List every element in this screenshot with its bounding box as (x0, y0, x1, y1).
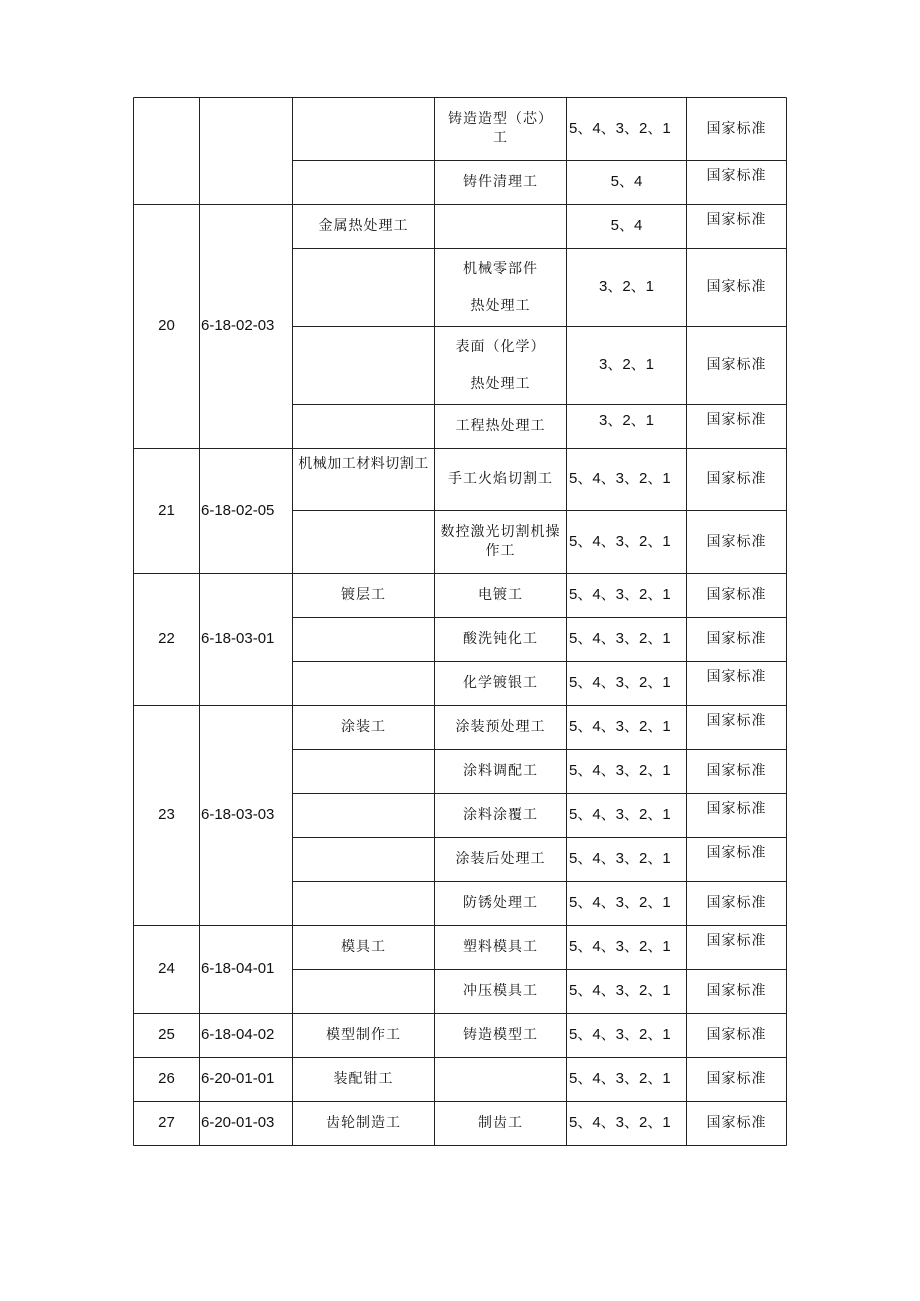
level-cell: 5、4、3、2、1 (569, 938, 671, 956)
sub-occupation-cell (435, 98, 566, 160)
sub-occupation-cell: 涂料调配工 (463, 763, 538, 780)
standard-cell: 国家标准 (706, 845, 767, 861)
occupation-cell: 涂装工 (341, 719, 386, 736)
occupation-cell: 机械加工材料切割工 (298, 456, 429, 472)
level-cell: 5、4、3、2、1 (569, 119, 671, 137)
occupation-cell: 模型制作工 (326, 1027, 401, 1044)
code-cell: 6-18-03-01 (201, 630, 275, 648)
code-cell: 6-18-04-01 (201, 960, 275, 978)
seq-cell: 24 (158, 960, 175, 978)
level-cell: 5、4、3、2、1 (569, 470, 671, 488)
level-cell: 5、4、3、2、1 (569, 1114, 671, 1132)
sub-occupation-cell: 涂装后处理工 (455, 851, 546, 868)
level-cell: 5、4、3、2、1 (569, 674, 671, 692)
level-cell: 5、4、3、2、1 (569, 718, 671, 736)
occupation-cell: 模具工 (341, 939, 386, 956)
level-cell: 5、4、3、2、1 (569, 850, 671, 868)
sub-occupation-line1: 表面（化学） (455, 338, 546, 355)
sub-occupation-cell: 涂料涂覆工 (463, 807, 538, 824)
sub-occupation-line1: 机械零部件 (463, 260, 538, 277)
standard-cell: 国家标准 (706, 357, 767, 374)
standard-cell: 国家标准 (706, 120, 767, 137)
sub-occupation-cell (435, 249, 566, 326)
level-cell: 5、4、3、2、1 (569, 762, 671, 780)
seq-cell: 27 (158, 1114, 175, 1132)
level-cell: 3、2、1 (598, 412, 655, 429)
standard-cell: 国家标准 (706, 801, 767, 817)
sub-occupation-cell: 冲压模具工 (463, 983, 538, 1000)
sub-occupation-line2: 热处理工 (470, 375, 531, 392)
sub-occupation-cell: 铸件清理工 (463, 174, 538, 191)
sub-occupation-line1: 数控激光切割机操 (440, 524, 561, 541)
standard-cell: 国家标准 (706, 471, 767, 488)
sub-occupation-line2: 作工 (485, 543, 516, 559)
code-cell: 6-18-02-05 (201, 501, 275, 519)
sub-occupation-cell (435, 511, 566, 573)
level-cell: 5、4、3、2、1 (569, 982, 671, 1000)
occupation-cell: 金属热处理工 (318, 218, 409, 235)
code-cell: 6-20-01-03 (201, 1114, 275, 1132)
code-cell: 6-18-03-03 (201, 806, 275, 824)
level-cell: 5、4、3、2、1 (569, 1070, 671, 1088)
code-cell: 6-18-04-02 (201, 1026, 275, 1044)
standard-cell: 国家标准 (706, 895, 767, 912)
standard-cell: 国家标准 (706, 212, 767, 228)
seq-cell: 22 (158, 630, 175, 648)
occupation-cell: 镀层工 (341, 587, 386, 604)
standard-cell: 国家标准 (706, 933, 767, 949)
sub-occupation-cell: 制齿工 (478, 1115, 523, 1132)
sub-occupation-cell: 化学镀银工 (463, 675, 538, 692)
standard-cell: 国家标准 (706, 168, 767, 184)
code-cell: 6-18-02-03 (201, 317, 275, 335)
standard-cell: 国家标准 (706, 1071, 767, 1088)
sub-occupation-line1: 铸造造型（芯） (448, 111, 553, 128)
standard-cell: 国家标准 (706, 631, 767, 648)
level-cell: 5、4、3、2、1 (569, 532, 671, 550)
level-cell: 5、4 (610, 173, 643, 191)
level-cell: 3、2、1 (598, 278, 655, 296)
standard-cell: 国家标准 (706, 412, 767, 428)
standard-cell: 国家标准 (706, 279, 767, 296)
standard-cell: 国家标准 (706, 533, 767, 550)
occupation-cell: 装配钳工 (333, 1071, 394, 1088)
level-cell: 5、4、3、2、1 (569, 1026, 671, 1044)
sub-occupation-cell: 涂装预处理工 (455, 719, 546, 736)
level-cell: 3、2、1 (598, 356, 655, 374)
level-cell: 5、4、3、2、1 (569, 586, 671, 604)
seq-cell: 26 (158, 1070, 175, 1088)
standard-cell: 国家标准 (706, 587, 767, 604)
standard-cell: 国家标准 (706, 1027, 767, 1044)
code-cell: 6-20-01-01 (201, 1070, 275, 1088)
standard-cell: 国家标准 (706, 713, 767, 729)
sub-occupation-cell (435, 327, 566, 404)
sub-occupation-line2: 工 (493, 130, 508, 146)
standard-cell: 国家标准 (706, 669, 767, 685)
level-cell: 5、4、3、2、1 (569, 806, 671, 824)
seq-cell: 20 (158, 317, 175, 335)
sub-occupation-line2: 热处理工 (470, 297, 531, 314)
sub-occupation-cell: 酸洗钝化工 (463, 631, 538, 648)
level-cell: 5、4 (610, 217, 643, 235)
seq-cell: 25 (158, 1026, 175, 1044)
sub-occupation-cell: 手工火焰切割工 (448, 471, 553, 488)
sub-occupation-cell: 塑料模具工 (463, 939, 538, 956)
standard-cell: 国家标准 (706, 763, 767, 780)
standard-cell: 国家标准 (706, 1115, 767, 1132)
sub-occupation-cell: 铸造模型工 (463, 1027, 538, 1044)
seq-cell: 23 (158, 806, 175, 824)
level-cell: 5、4、3、2、1 (569, 630, 671, 648)
sub-occupation-cell: 电镀工 (478, 587, 523, 604)
sub-occupation-cell: 防锈处理工 (463, 895, 538, 912)
sub-occupation-cell: 工程热处理工 (455, 418, 546, 435)
standard-cell: 国家标准 (706, 983, 767, 1000)
seq-cell: 21 (158, 501, 175, 519)
level-cell: 5、4、3、2、1 (569, 894, 671, 912)
occupation-cell: 齿轮制造工 (326, 1115, 401, 1132)
